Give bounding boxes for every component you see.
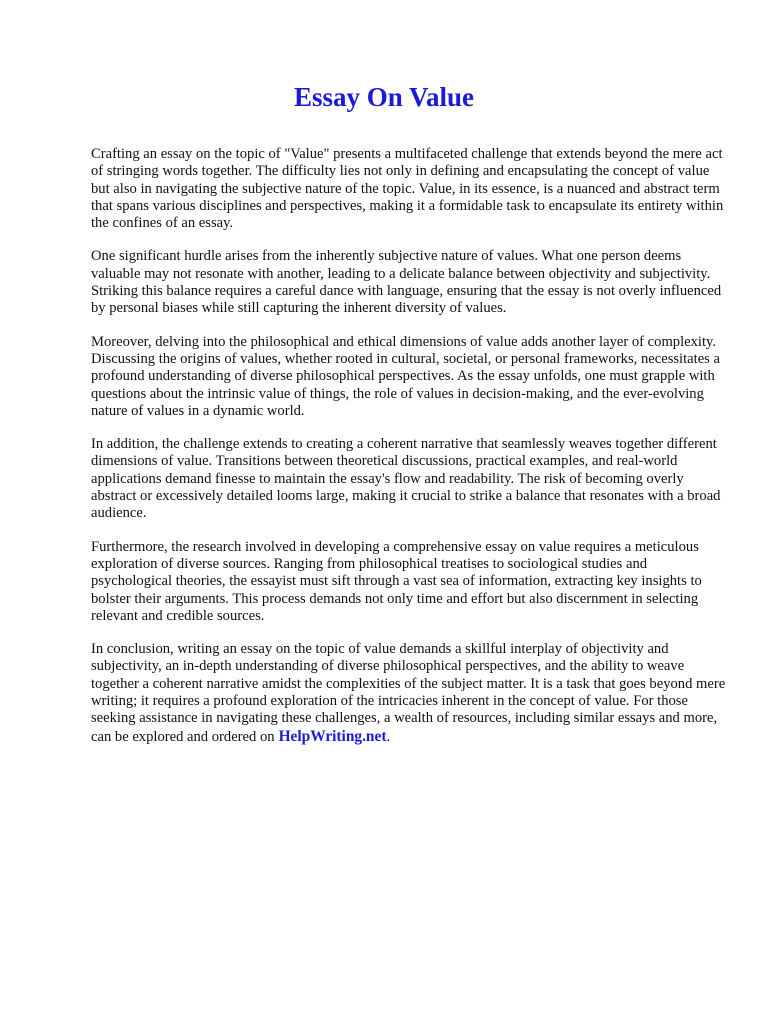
essay-body <box>91 146 729 762</box>
helpwriting-link[interactable]: HelpWriting.net <box>278 727 387 745</box>
paragraph-conclusion <box>91 641 729 746</box>
paragraph-1: Crafting an essay on the topic of "Value" presents a multifaceted challenge that extends beyond the mere act of stringing words together. The difficulty lies not only in defining and encapsulating the concept of value but also in navigating the subjective nature of the topic. Value, in its essence, is a nuanced and abstract term that spans various disciplines and perspectives, making it a formidable task to encapsulate its entirety within the confines of an essay. <box>91 146 724 232</box>
page-title: Essay On Value <box>293 82 475 112</box>
paragraph-4: In addition, the challenge extends to creating a coherent narrative that seamlessly weaves together different dimensions of value. Transitions between theoretical discussions, practical examples, and real-world applications demand finesse to maintain the essay's flow and readability. The risk of becoming overly abstract or excessively detailed looms large, making it crucial to strike a balance that resonates with a broad audience. <box>91 436 721 522</box>
paragraph-3: Moreover, delving into the philosophical and ethical dimensions of value adds another layer of complexity. Discussing the origins of values, whether rooted in cultural, societal, or personal frameworks, necessitates a profound understanding of diverse philosophical perspectives. As the essay unfolds, one must grapple with questions about the intrinsic value of things, the role of values in decision-making, and the ever-evolving nature of values in a dynamic world. <box>91 333 720 419</box>
paragraph-5: Furthermore, the research involved in developing a comprehensive essay on value requires a meticulous exploration of diverse sources. Ranging from philosophical treatises to sociological studies and psychological theories, the essayist must sift through a vast sea of information, extracting key insights to bolster their arguments. This process demands not only time and effort but also discernment in selecting relevant and credible sources. <box>91 538 702 624</box>
conclusion-text: In conclusion, writing an essay on the topic of value demands a skillful interplay of objectivity and subjectivity, an in-depth understanding of diverse philosophical perspectives, and the ability to weave together a coherent narrative amidst the complexities of the subject matter. It is a task that goes beyond mere writing; it requires a profound exploration of the intricacies inherent in the concept of value. For those seeking assistance in navigating these challenges, a wealth of resources, including similar essays and more, can be explored and ordered on <box>91 641 726 745</box>
paragraph-2: One significant hurdle arises from the inherently subjective nature of values. What one person deems valuable may not resonate with another, leading to a delicate balance between objectivity and subjectivity. Striking this balance requires a careful dance with language, ensuring that the essay is not overly influenced by personal biases while still capturing the inherent diversity of values. <box>91 248 722 317</box>
conclusion-period: . <box>386 728 391 745</box>
